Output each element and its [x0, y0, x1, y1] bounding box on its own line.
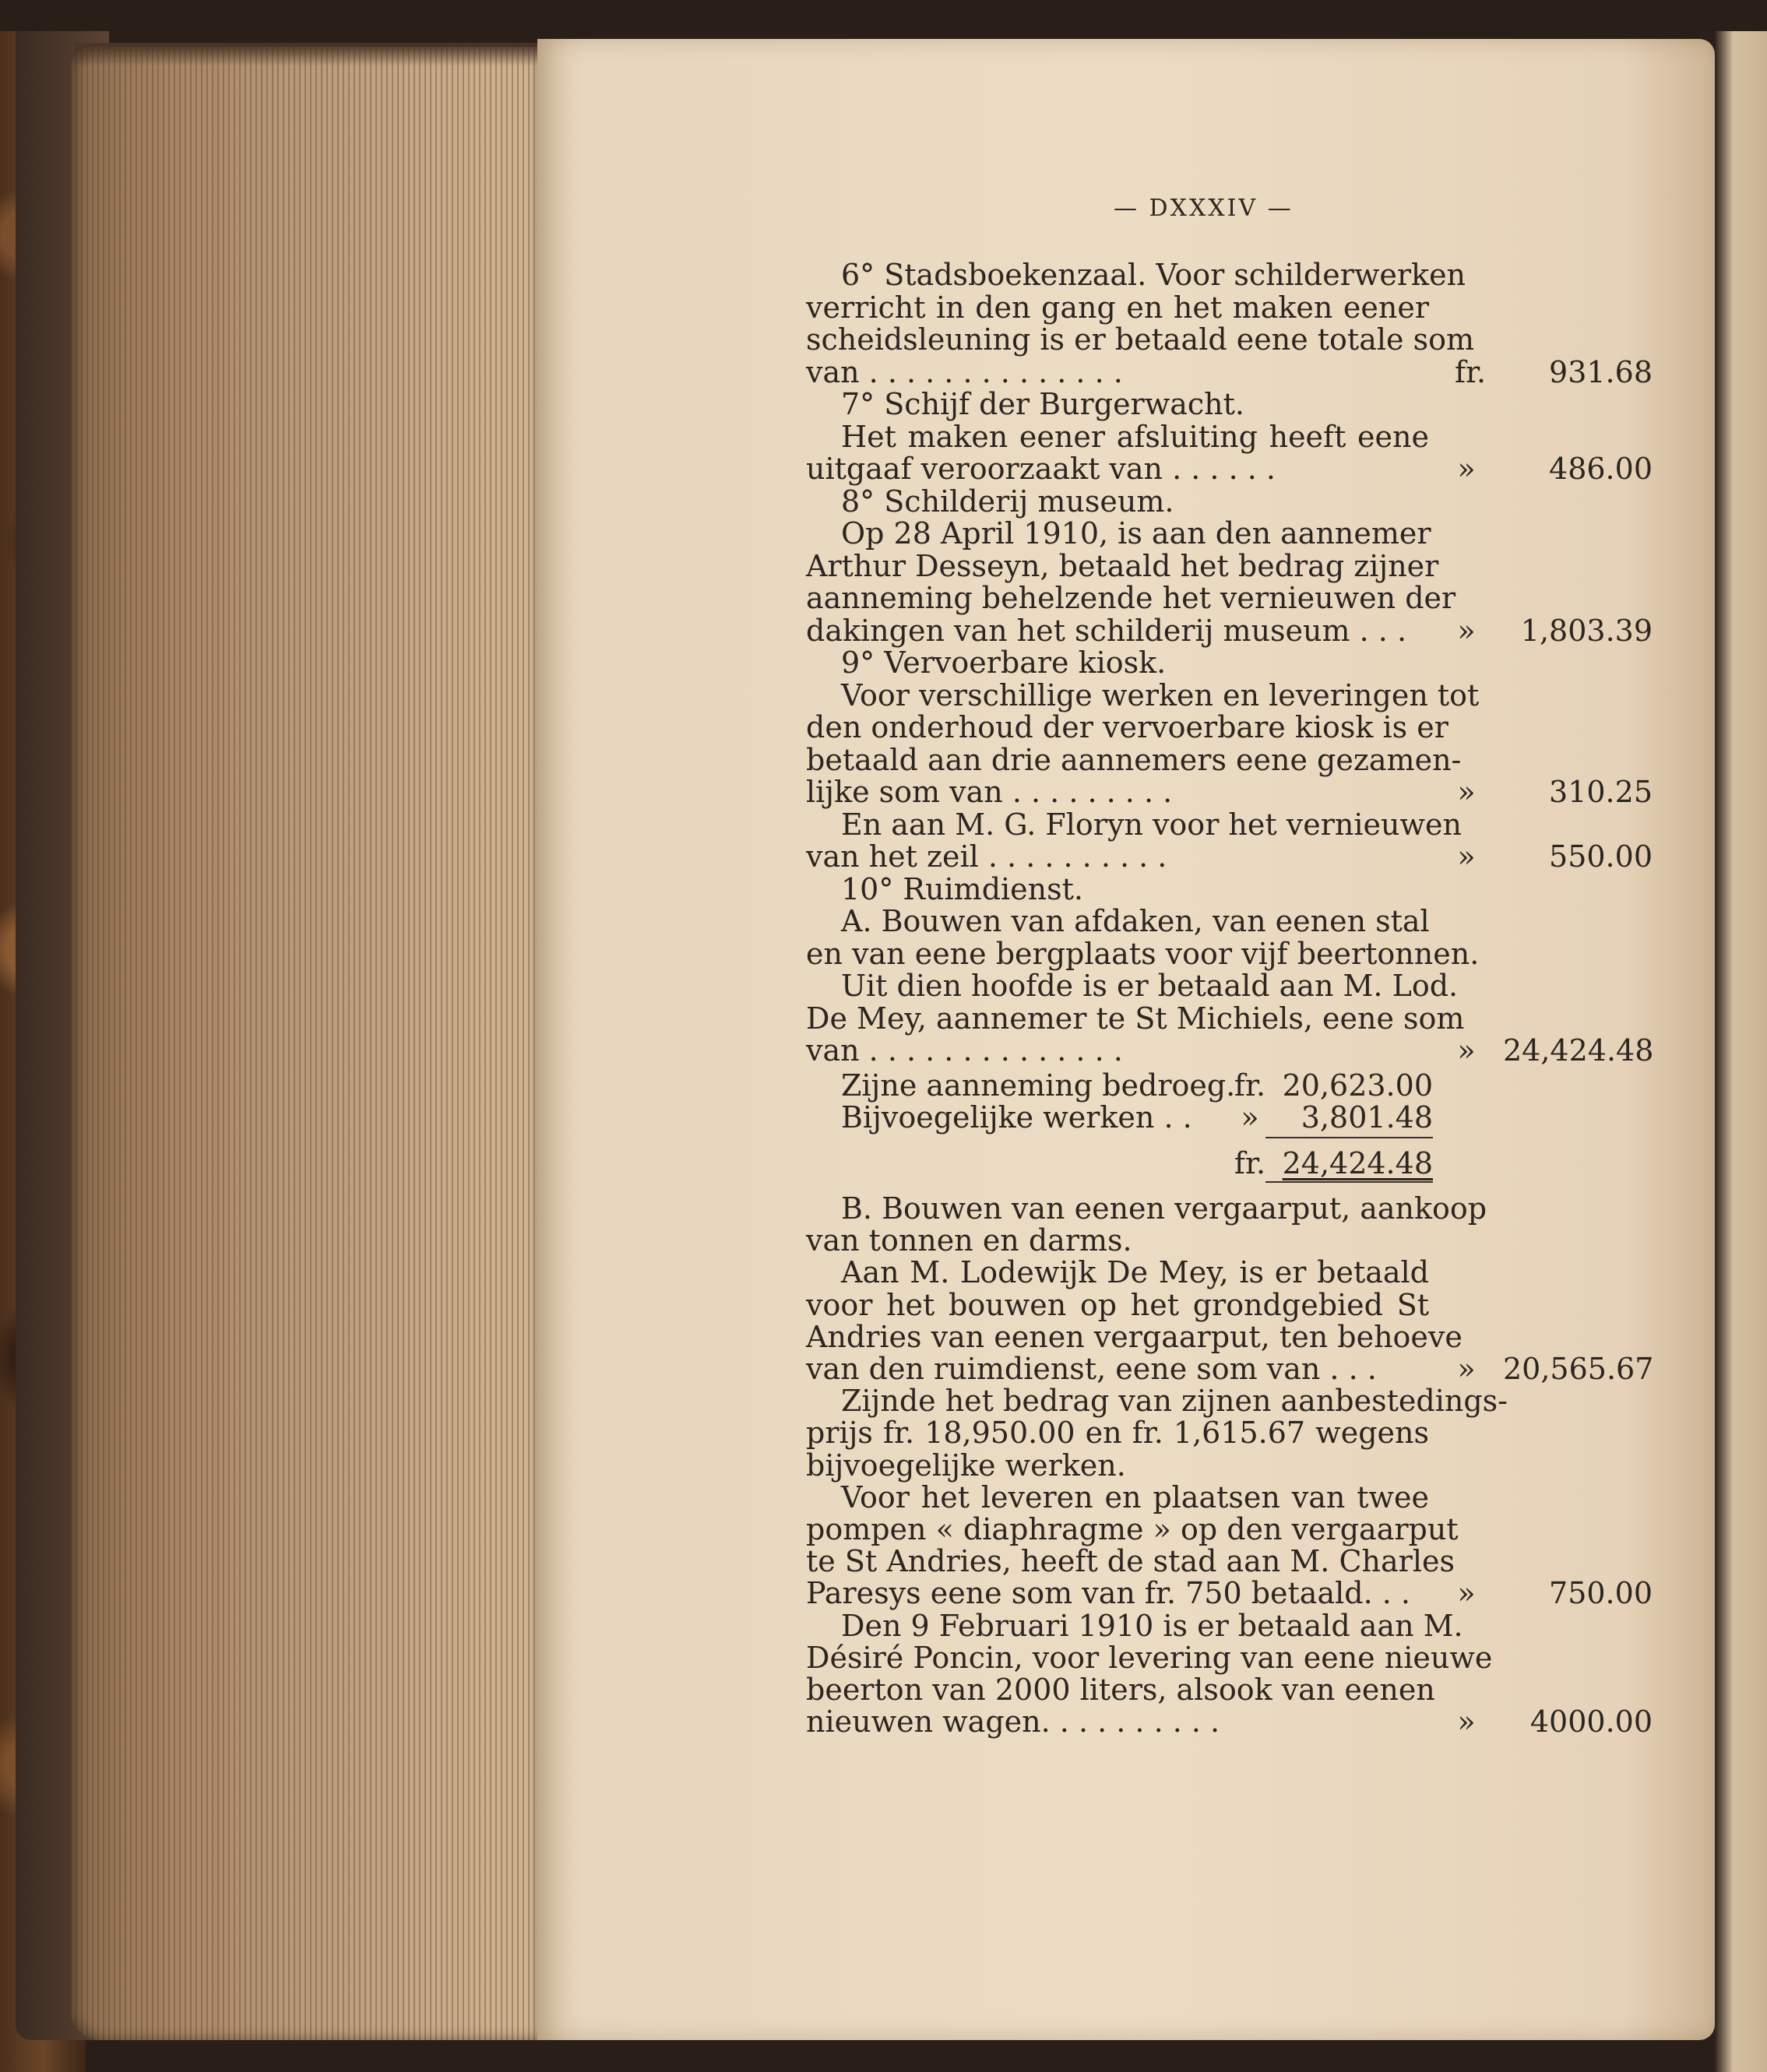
page-header: — DXXXIV —: [1114, 195, 1294, 222]
text-line: Op 28 April 1910, is aan den aannemer: [841, 516, 1431, 551]
currency-marker: »: [1457, 613, 1476, 648]
text-line: Désiré Poncin, voor levering van eene nieuwe: [806, 1640, 1493, 1675]
text-line: 8° Schilderij museum.: [841, 484, 1174, 519]
text-line: van tonnen en darms.: [806, 1223, 1132, 1258]
next-page-edge: [1715, 31, 1767, 2072]
text-line: van den ruimdienst, eene som van . . .: [806, 1352, 1377, 1386]
text-line: 9° Vervoerbare kiosk.: [841, 646, 1167, 680]
text-line: scheidsleuning is er betaald eene totale som: [806, 322, 1474, 357]
amount: 20,565.67: [1503, 1352, 1654, 1386]
text-line: En aan M. G. Floryn voor het vernieuwen: [841, 807, 1462, 842]
text-line: en van eene bergplaats voor vijf beertonnen.: [806, 936, 1480, 971]
currency-marker: »: [1457, 1576, 1476, 1611]
text-line: A. Bouwen van afdaken, van eenen stal: [841, 904, 1430, 938]
text-line: Uit dien hoofde is er betaald aan M. Lod.: [841, 969, 1459, 1003]
currency-marker: fr.: [1455, 354, 1487, 389]
amount: 550.00: [1549, 839, 1653, 874]
amount: 310.25: [1549, 775, 1653, 809]
amount: 931.68: [1549, 354, 1653, 389]
text-line: lijke som van . . . . . . . . .: [806, 775, 1173, 809]
currency-marker: »: [1457, 839, 1476, 874]
text-line: beerton van 2000 liters, alsook van eenen: [806, 1673, 1435, 1707]
amount: 24,424.48: [1503, 1033, 1654, 1068]
page-edges-shadow: [74, 43, 537, 66]
text-line: 7° Schijf der Burgerwacht.: [841, 387, 1245, 421]
text-line: te St Andries, heeft de stad aan M. Charles: [806, 1544, 1455, 1579]
text-line: nieuwen wagen. . . . . . . . . .: [806, 1704, 1220, 1740]
currency-marker: »: [1457, 1704, 1476, 1740]
currency-marker: »: [1457, 452, 1476, 486]
text-line: verricht in den gang en het maken eener: [806, 290, 1429, 325]
text-line: den onderhoud der vervoerbare kiosk is er: [806, 710, 1448, 744]
amount: 486.00: [1549, 452, 1653, 486]
text-line: Voor verschillige werken en leveringen tot: [841, 677, 1480, 712]
breakdown-currency: »: [1241, 1100, 1259, 1134]
text-line: Voor het leveren en plaatsen van twee: [841, 1479, 1429, 1514]
text-line: dakingen van het schilderij museum . . .: [806, 613, 1407, 648]
text-line: van het zeil . . . . . . . . . .: [806, 839, 1167, 874]
text-line: van . . . . . . . . . . . . . .: [806, 354, 1123, 389]
breakdown-currency: fr.: [1234, 1068, 1266, 1103]
breakdown-label: Bijvoegelijke werken . .: [841, 1100, 1192, 1134]
breakdown-label: Zijne aanneming bedroeg.: [841, 1068, 1236, 1103]
text-line: uitgaaf veroorzaakt van . . . . . .: [806, 452, 1276, 486]
text-line: prijs fr. 18,950.00 en fr. 1,615.67 wegens: [806, 1416, 1429, 1451]
text-line: betaald aan drie aannemers eene gezamen-: [806, 742, 1462, 777]
text-line: 10° Ruimdienst.: [841, 871, 1083, 906]
page-edges: [70, 47, 537, 2040]
amount: 4000.00: [1529, 1704, 1653, 1740]
breakdown-total-currency: fr.: [1234, 1146, 1266, 1180]
amount: 750.00: [1549, 1576, 1653, 1611]
text-line: Den 9 Februari 1910 is er betaald aan M.: [841, 1608, 1463, 1643]
text-line: De Mey, aannemer te St Michiels, eene som: [806, 1001, 1465, 1036]
sum-rule: [1265, 1137, 1433, 1138]
breakdown-total-amount: 24,424.48: [1282, 1146, 1433, 1180]
currency-marker: »: [1457, 1352, 1476, 1386]
text-line: Arthur Desseyn, betaald het bedrag zijner: [806, 548, 1439, 583]
text-line: Andries van eenen vergaarput, ten behoeve: [806, 1319, 1463, 1354]
text-line: pompen « diaphragme » op den vergaarput: [806, 1512, 1459, 1546]
text-line: voor het bouwen op het grondgebied St: [806, 1287, 1429, 1322]
text-line: 6° Stadsboekenzaal. Voor schilderwerken: [841, 258, 1466, 292]
text-line: Paresys eene som van fr. 750 betaald. . .: [806, 1576, 1410, 1611]
text-line: B. Bouwen van eenen vergaarput, aankoop: [841, 1191, 1487, 1226]
amount: 1,803.39: [1520, 613, 1653, 648]
breakdown-amount: 20,623.00: [1282, 1068, 1433, 1103]
text-line: Zijnde het bedrag van zijnen aanbestedings-: [841, 1384, 1508, 1419]
sum-rule: [1265, 1181, 1433, 1183]
text-line: Het maken eener afsluiting heeft eene: [841, 419, 1429, 454]
text-line: van . . . . . . . . . . . . . .: [806, 1033, 1123, 1068]
text-line: Aan M. Lodewijk De Mey, is er betaald: [841, 1255, 1429, 1290]
currency-marker: »: [1457, 775, 1476, 809]
text-line: bijvoegelijke werken.: [806, 1448, 1126, 1483]
breakdown-amount: 3,801.48: [1301, 1100, 1433, 1134]
currency-marker: »: [1457, 1033, 1476, 1068]
text-line: aanneming behelzende het vernieuwen der: [806, 581, 1456, 615]
